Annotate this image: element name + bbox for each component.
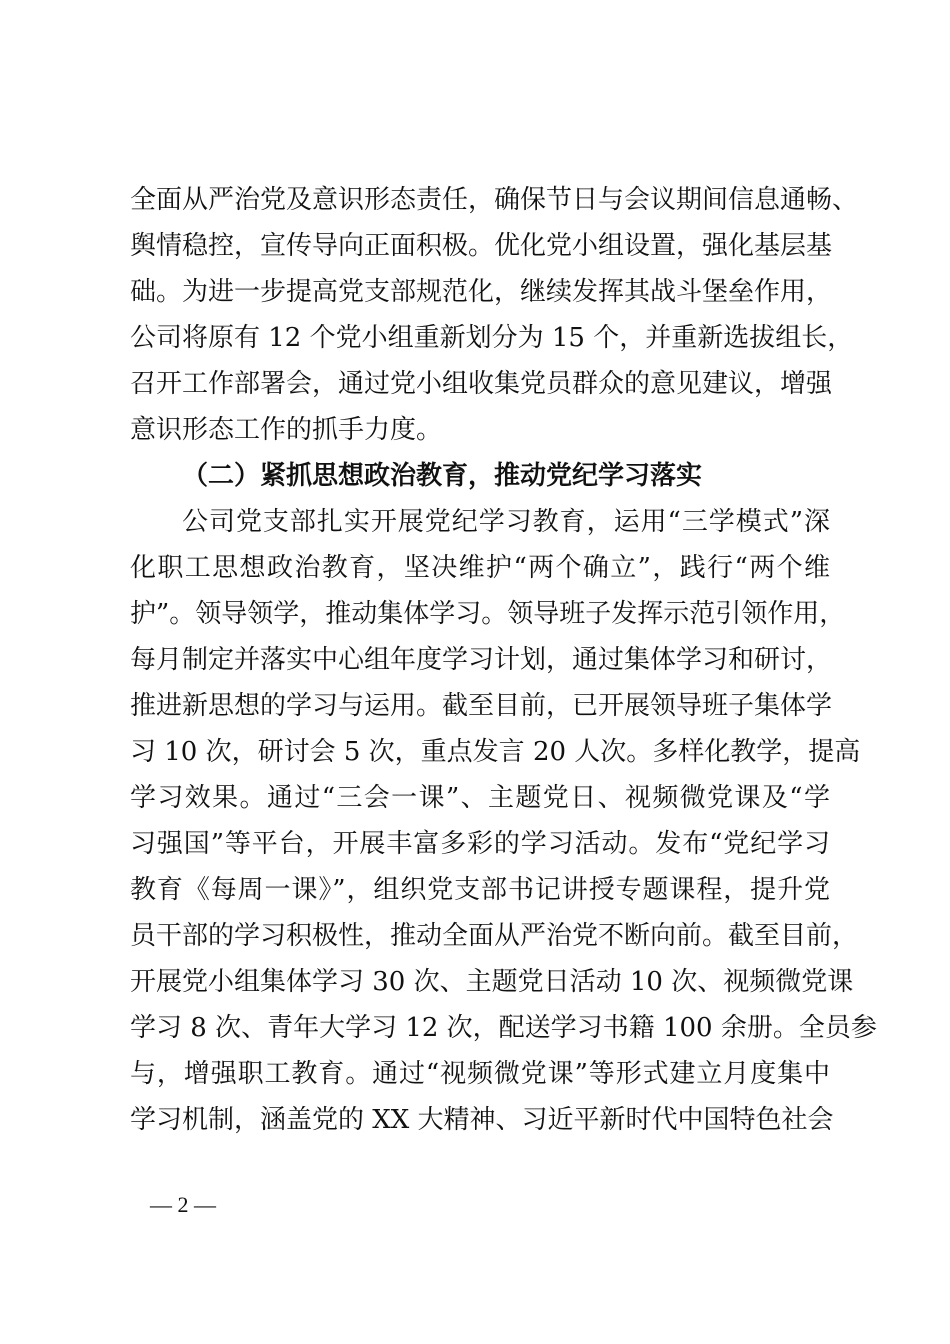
- body-text-line: 学习效果。通过“三会一课”、主题党日、视频微党课及“学: [130, 783, 830, 813]
- page-number: — 2 —: [150, 1192, 216, 1217]
- body-text-line: 护”。领导领学，推动集体学习。领导班子发挥示范引领作用，: [130, 599, 846, 629]
- body-text-line: 开展党小组集体学习 30 次、主题党日活动 10 次、视频微党课: [130, 967, 854, 997]
- section-heading: （二）紧抓思想政治教育，推动党纪学习落实: [182, 461, 703, 491]
- body-text-line: 全面从严治党及意识形态责任，确保节日与会议期间信息通畅、: [130, 185, 859, 215]
- body-text-line: 每月制定并落实中心组年度学习计划，通过集体学习和研讨，: [130, 645, 833, 675]
- body-text-line: 教育《每周一课》”，组织党支部书记讲授专题课程，提升党: [130, 875, 830, 905]
- body-text-line: 学习 8 次、青年大学习 12 次，配送学习书籍 100 余册。全员参: [130, 1013, 877, 1043]
- body-text-line: 公司将原有 12 个党小组重新划分为 15 个，并重新选拔组长，: [130, 323, 854, 353]
- body-text-line: 习强国”等平台，开展丰富多彩的学习活动。发布“党纪学习: [130, 829, 830, 859]
- body-text-line: 意识形态工作的抓手力度。: [130, 415, 443, 445]
- body-text-line: 召开工作部署会，通过党小组收集党员群众的意见建议，增强: [130, 369, 833, 399]
- body-text-line: 习 10 次，研讨会 5 次，重点发言 20 人次。多样化教学，提高: [130, 737, 861, 767]
- body-text-line: 员干部的学习积极性，推动全面从严治党不断向前。截至目前，: [130, 921, 859, 951]
- paragraph-first-line: 公司党支部扎实开展党纪学习教育，运用“三学模式”深: [182, 507, 830, 537]
- body-text-line: 推进新思想的学习与运用。截至目前，已开展领导班子集体学: [130, 691, 833, 721]
- body-text-line: 舆情稳控，宣传导向正面积极。优化党小组设置，强化基层基: [130, 231, 833, 261]
- body-text-line: 础。为进一步提高党支部规范化，继续发挥其战斗堡垒作用，: [130, 277, 833, 307]
- body-text-line: 学习机制，涵盖党的 XX 大精神、习近平新时代中国特色社会: [130, 1105, 834, 1135]
- body-text-line: 化职工思想政治教育，坚决维护“两个确立”，践行“两个维: [130, 553, 830, 583]
- body-text-line: 与，增强职工教育。通过“视频微党课”等形式建立月度集中: [130, 1059, 830, 1089]
